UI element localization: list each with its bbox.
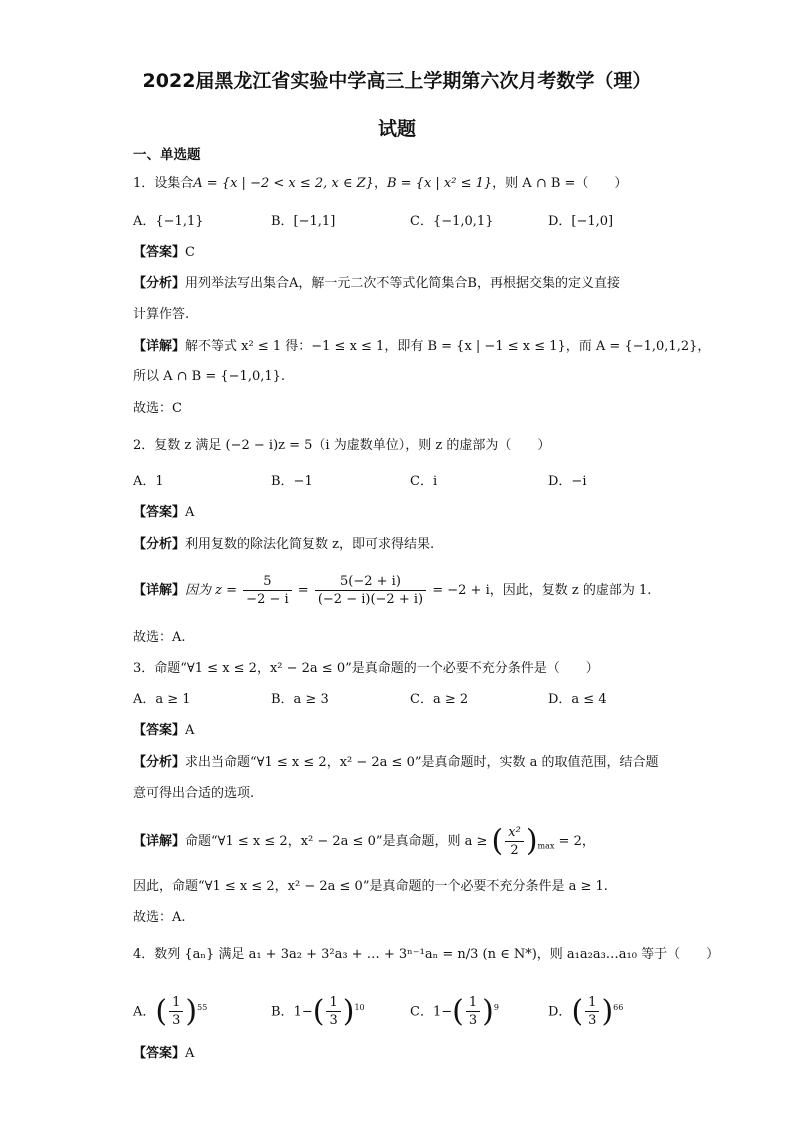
q2-analysis: 【分析】利用复数的除法化简复数 z，即可求得结果. — [133, 537, 435, 552]
q3-analysis: 【分析】求出当命题“∀1 ≤ x ≤ 2，x² − 2a ≤ 0”是真命题时，实数 a 的取值范围，结合题 — [133, 755, 659, 770]
q4-stem: 4．数列 {aₙ} 满足 a₁ + 3a₂ + 3²a₃ + … + 3ⁿ⁻¹aₙ = n/3 (n ∈ N*)，则 a₁a₂a₃…a₁₀ 等于（ ） — [133, 947, 720, 962]
q4-option-d: D．( $\frac{1}{3}$ )$^{66}$ — [548, 993, 624, 1029]
q1-answer: 【答案】C — [133, 245, 195, 260]
q4-option-c: C．1−( $\frac{1}{3}$ )$^9$ — [410, 993, 499, 1029]
q1-detail: 【详解】解不等式 x² ≤ 1 得：−1 ≤ x ≤ 1，即有 B = {x | −1 ≤ x ≤ 1}，而 A = {−1,0,1,2}， — [133, 339, 711, 354]
q1-stem: 1．设集合A = {x | −2 < x ≤ 2, x ∈ Z}，B = {x | x² ≤ 1}，则 A ∩ B =（ ） — [133, 176, 628, 191]
q4-answer: 【答案】A — [133, 1046, 195, 1061]
q2-answer: 【答案】A — [133, 505, 195, 520]
q3-fraction: $\frac{\text{x²}}{2}$ — [505, 824, 524, 859]
q4-option-b: B．1−( $\frac{1}{3}$ )$^{10}$ — [271, 993, 365, 1029]
q3-answer: 【答案】A — [133, 723, 195, 738]
q1-analysis-cont: 计算作答. — [133, 307, 190, 322]
q2-option-c: C．i — [410, 474, 438, 489]
q3-analysis-cont: 意可得出合适的选项. — [133, 786, 255, 801]
q3-stem: 3．命题“∀1 ≤ x ≤ 2，x² − 2a ≤ 0”是真命题的一个必要不充分条件是（ ） — [133, 661, 599, 676]
q1-analysis: 【分析】用列举法写出集合A，解一元二次不等式化简集合B，再根据交集的定义直接 — [133, 276, 620, 291]
q2-fraction-1: $\frac{5}{-2 - i}$ — [243, 573, 291, 608]
q2-option-b: B．−1 — [271, 474, 313, 489]
q1-option-a: A．{−1,1} — [133, 214, 204, 229]
section-heading: 一、单选题 — [133, 147, 201, 163]
q2-choose: 故选：A. — [133, 630, 186, 645]
q2-fraction-2: $\frac{5(-2 + i)}{(-2 - i)(-2 + i)}$ — [315, 573, 426, 608]
q4-option-a: A．( $\frac{1}{3}$ )$^{55}$ — [133, 993, 208, 1029]
q3-option-c: C．a ≥ 2 — [410, 692, 469, 707]
q1-detail-cont: 所以 A ∩ B = {−1,0,1}. — [133, 369, 286, 384]
q3-option-d: D．a ≤ 4 — [548, 692, 607, 707]
q1-choose: 故选：C — [133, 401, 182, 416]
q1-set-b: B = {x | x² ≤ 1} — [386, 176, 493, 191]
q3-option-a: A．a ≥ 1 — [133, 692, 191, 707]
q2-detail: 【详解】因为 z = $\frac{5}{-2 - i}$ = $\frac{5(-2 + i)}{(-2 - i)(-2 + i)}$ = −2 + i，因此，复数 z 的虚部为 1. — [133, 574, 652, 607]
q1-option-b: B．[−1,1] — [271, 214, 336, 229]
doc-title-line2: 试题 — [377, 118, 416, 140]
q2-stem: 2．复数 z 满足 (−2 − i)z = 5（i 为虚数单位），则 z 的虚部为（ ） — [133, 438, 551, 453]
q2-option-a: A．1 — [133, 474, 164, 489]
q3-detail-cont: 因此，命题“∀1 ≤ x ≤ 2，x² − 2a ≤ 0”是真命题的一个必要不充分条件是 a ≥ 1. — [133, 879, 608, 894]
doc-title-line1: 2022届黑龙江省实验中学高三上学期第六次月考数学（理） — [142, 70, 652, 92]
q3-max-subscript: max — [537, 841, 555, 851]
q1-option-c: C．{−1,0,1} — [410, 214, 494, 229]
q1-set-a: A = {x | −2 < x ≤ 2, x ∈ Z} — [193, 176, 374, 191]
q3-option-b: B．a ≥ 3 — [271, 692, 329, 707]
q1-option-d: D．[−1,0] — [548, 214, 614, 229]
q3-detail: 【详解】命题“∀1 ≤ x ≤ 2，x² − 2a ≤ 0”是真命题，则 a ≥ ( $\frac{\text{x²}}{2}$ )$_{max} = 2$， — [133, 823, 595, 859]
q2-option-d: D．−i — [548, 474, 587, 489]
q3-choose: 故选：A. — [133, 910, 186, 925]
